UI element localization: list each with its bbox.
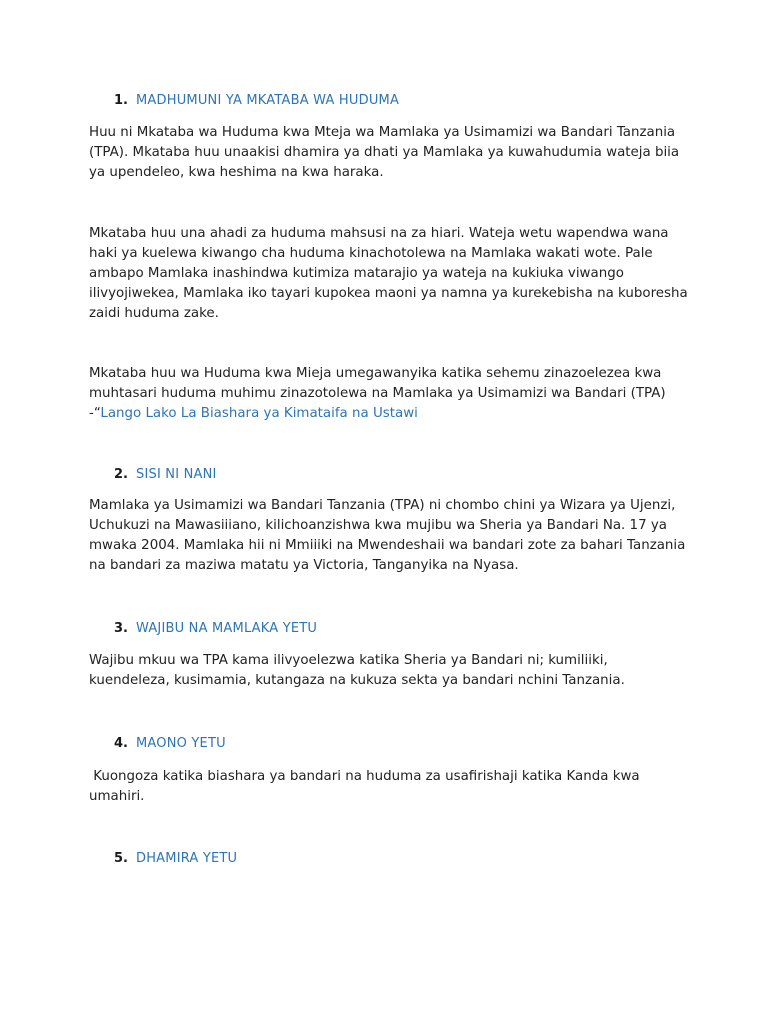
section-title: DHAMIRA YETU: [136, 851, 238, 866]
paragraph: Mamlaka ya Usimamizi wa Bandari Tanzania (TPA) ni chombo chini ya Wizara ya Ujenzi, Uchukuzi na Mawasiiiano, kilichoanzishwa kwa mujibu wa Sheria ya Bandari Na. 17 ya mwaka 2004. Mamlaka hii ni Mmiiiki na Mwendeshaii wa bandari zote za bahari Tanzania na bandari za maziwa matatu ya Victoria, Tanganyika na Nyasa.: [89, 498, 686, 573]
section-number: 1.: [114, 93, 128, 108]
section-heading-2: [114, 466, 217, 484]
section-number: 5.: [114, 851, 128, 866]
section-title: SISI NI NANI: [136, 467, 217, 482]
section-number: 3.: [114, 621, 128, 636]
section-heading-4: [114, 735, 226, 753]
section-heading-5: [114, 850, 237, 868]
section-number: 4.: [114, 736, 128, 751]
paragraph: Mkataba huu una ahadi za huduma mahsusi na za hiari. Wateja wetu wapendwa wana haki ya kuelewa kiwango cha huduma kinachotolewa na Mamlaka wakati wote. Pale ambapo Mamlaka inashindwa kutimiza matarajio ya wateja na kukiuka viwango ilivyojiwekea, Mamlaka iko tayari kupokea maoni ya namna ya kurekebisha na kuboresha zaidi huduma zake.: [89, 226, 688, 321]
section-title: WAJIBU NA MAMLAKA YETU: [136, 621, 318, 636]
paragraph-text: Mkataba huu wa Huduma kwa Mieja umegawanyika katika sehemu zinazoelezea kwa muhtasari huduma muhimu zinazotolewa na Mamlaka ya Usimamizi wa Bandari (TPA) -“: [89, 366, 666, 421]
paragraph: Wajibu mkuu wa TPA kama ilivyoelezwa katika Sheria ya Bandari ni; kumiliiki, kuendeleza, kusimamia, kutangaza na kukuza sekta ya bandari nchini Tanzania.: [89, 653, 625, 688]
section-heading-1: [114, 92, 399, 110]
section-title: MAONO YETU: [136, 736, 226, 751]
paragraph: Kuongoza katika biashara ya bandari na huduma za usafirishaji katika Kanda kwa umahiri.: [89, 769, 644, 804]
paragraph: Huu ni Mkataba wa Huduma kwa Mteja wa Mamlaka ya Usimamizi wa Bandari Tanzania (TPA). Mkataba huu unaakisi dhamira ya dhati ya Mamlaka ya kuwahudumia wateja biia ya upendeleo, kwa heshima na kwa haraka.: [89, 125, 680, 180]
slogan-link[interactable]: Lango Lako La Biashara ya Kimataifa na Ustawi: [100, 406, 418, 421]
section-heading-3: [114, 620, 317, 638]
paragraph-with-link: [89, 364, 689, 424]
section-title: MADHUMUNI YA MKATABA WA HUDUMA: [136, 93, 400, 108]
section-number: 2.: [114, 467, 128, 482]
